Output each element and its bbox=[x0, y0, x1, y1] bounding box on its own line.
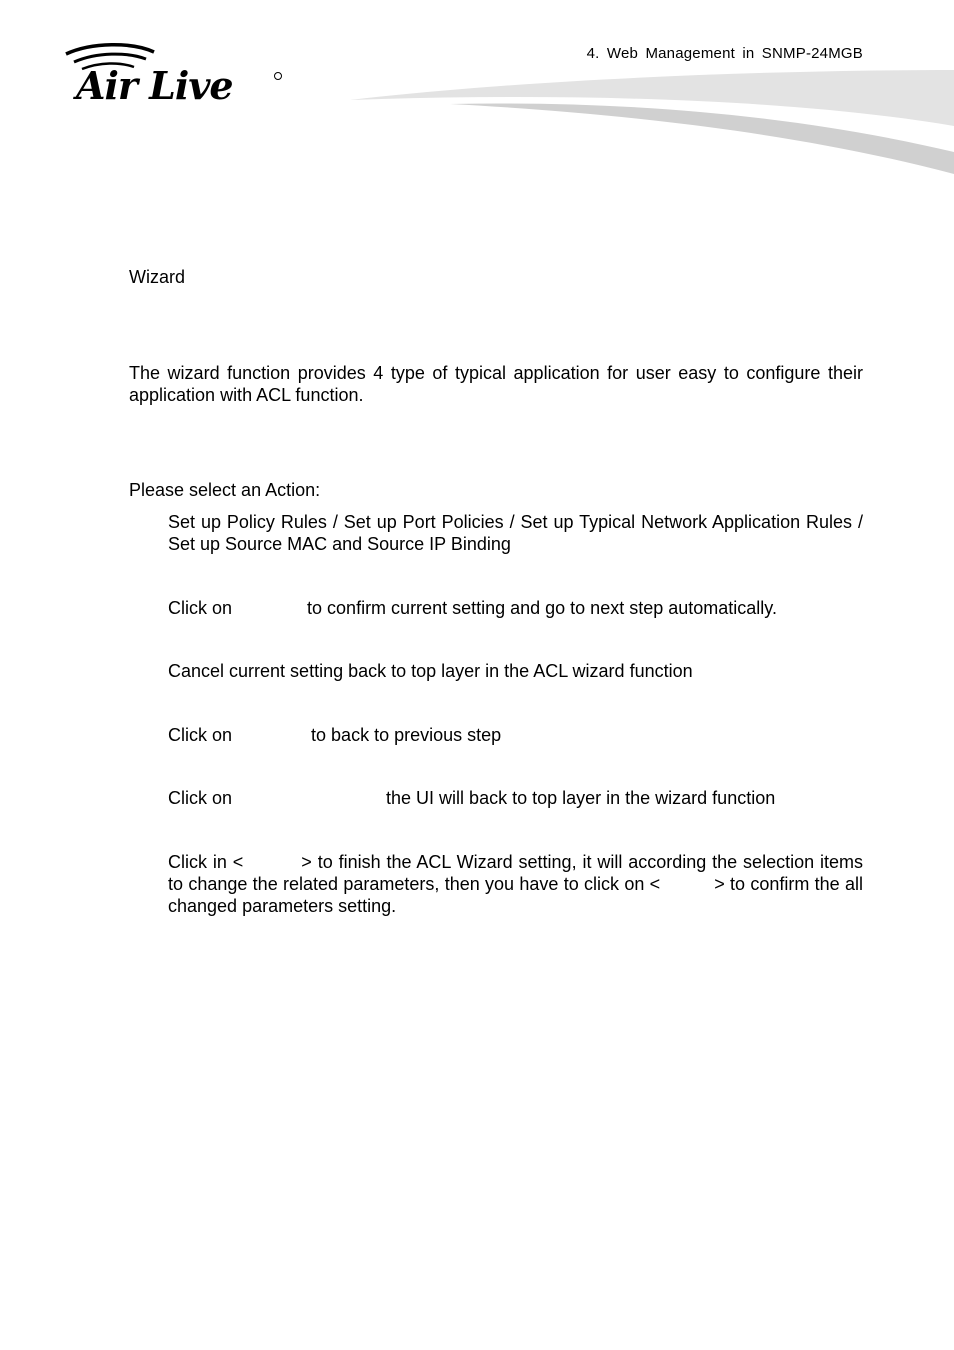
airlive-logo bbox=[62, 40, 288, 106]
back-button-description bbox=[168, 724, 863, 746]
back-description-prefix: Click on bbox=[168, 725, 233, 745]
header-swoosh-graphic bbox=[340, 66, 954, 178]
top-description-prefix: Click on bbox=[168, 788, 233, 808]
back-description-suffix: to back to previous step bbox=[311, 725, 502, 745]
finish-description-part1: Click in < bbox=[168, 852, 244, 872]
action-prompt: Please select an Action: bbox=[129, 480, 321, 500]
section-title: Wizard bbox=[129, 267, 186, 287]
cancel-description: Cancel current setting back to top layer in the ACL wizard function bbox=[168, 661, 693, 681]
finish-description bbox=[168, 851, 863, 917]
top-description-suffix: the UI will back to top layer in the wizard function bbox=[386, 788, 776, 808]
next-button-description bbox=[168, 597, 863, 619]
top-button-description bbox=[168, 787, 863, 809]
header-title: 4. Web Management in SNMP-24MGB bbox=[586, 45, 863, 62]
intro-paragraph: The wizard function provides 4 type of typical application for user easy to configure their application with ACL function. bbox=[129, 363, 863, 405]
svg-text:Air Live: Air Live bbox=[76, 63, 233, 106]
finish-description-part2: > to finish the ACL Wizard setting, it will according the selection items to change the related parameters, then you have to click on < bbox=[168, 852, 863, 894]
next-description-suffix: to confirm current setting and go to next step automatically. bbox=[307, 598, 777, 618]
action-options-description: Set up Policy Rules / Set up Port Policies / Set up Typical Network Application Rules / Set up Source MAC and Source IP Binding bbox=[168, 512, 863, 554]
next-description-prefix: Click on bbox=[168, 598, 233, 618]
finish-description-part3: > to confirm the all changed parameters setting. bbox=[168, 874, 863, 916]
